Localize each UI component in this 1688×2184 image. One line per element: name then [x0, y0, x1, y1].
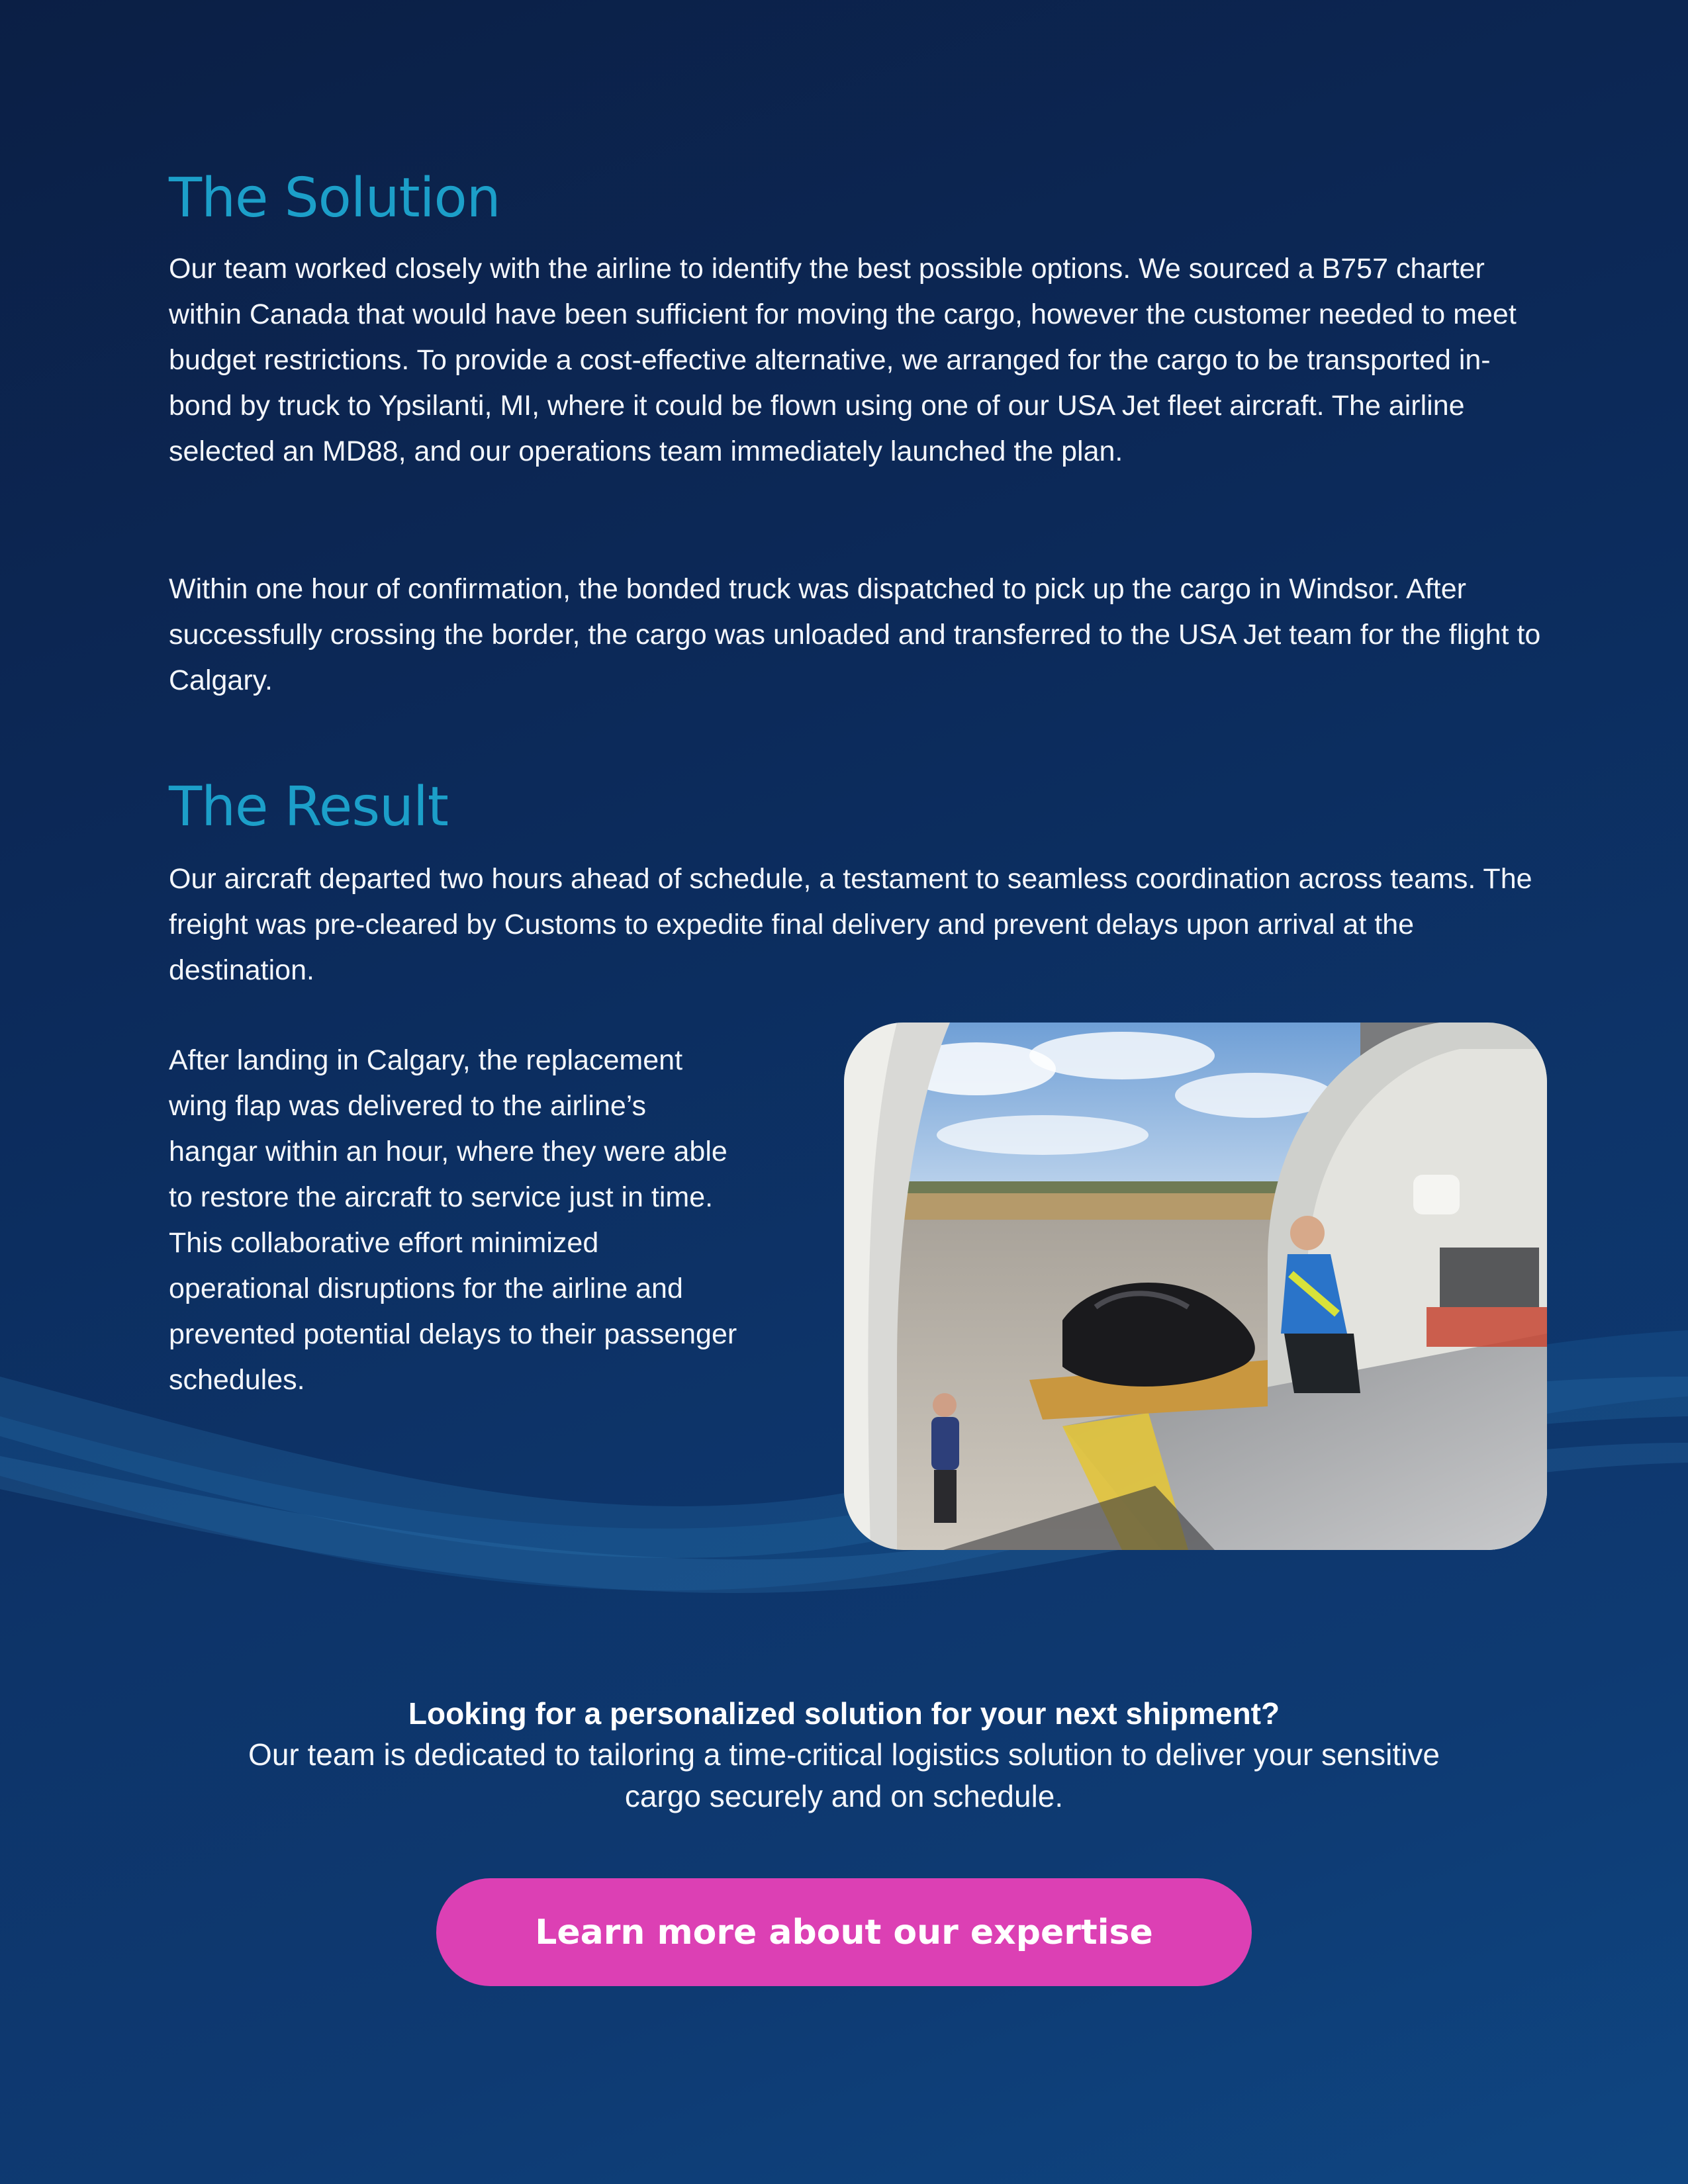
- cta-text: Our team is dedicated to tailoring a time-critical logistics solution to deliver your sensitive cargo securely and on schedule.: [248, 1737, 1440, 1813]
- cta-heading: Looking for a personalized solution for your next shipment?: [408, 1696, 1280, 1731]
- result-paragraph-2: After landing in Calgary, the replacement wing flap was delivered to the airline’s hangar within an hour, where they were able to restore the aircraft to service just in time. This collaborative effort minimized operational disruptions for the airline and prevented potential delays to their passenger schedules.: [169, 1044, 737, 1396]
- cargo-loading-photo: [844, 1023, 1547, 1550]
- solution-heading: The Solution: [169, 167, 500, 230]
- solution-paragraph-1: Our team worked closely with the airline to identify the best possible options. We sourced a B757 charter within Canada that would have been sufficient for moving the cargo, however the customer needed to meet budget restrictions. To provide a cost-effective alternative, we arranged for the cargo to be transported in-bond by truck to Ypsilanti, MI, where it could be flown using one of our USA Jet fleet aircraft. The airline selected an MD88, and our operations team immediately launched the plan.: [169, 253, 1517, 467]
- learn-more-button[interactable]: Learn more about our expertise: [436, 1878, 1252, 1986]
- cta-section: [0, 1693, 1688, 1817]
- result-heading: The Result: [169, 776, 448, 839]
- result-paragraph-1: Our aircraft departed two hours ahead of schedule, a testament to seamless coordination across teams. The freight was pre-cleared by Customs to expedite final delivery and prevent delays upon arrival at the destination.: [169, 863, 1532, 986]
- solution-paragraph-2: Within one hour of confirmation, the bonded truck was dispatched to pick up the cargo in Windsor. After successfully crossing the border, the cargo was unloaded and transferred to the USA Jet team for the flight to Calgary.: [169, 573, 1541, 696]
